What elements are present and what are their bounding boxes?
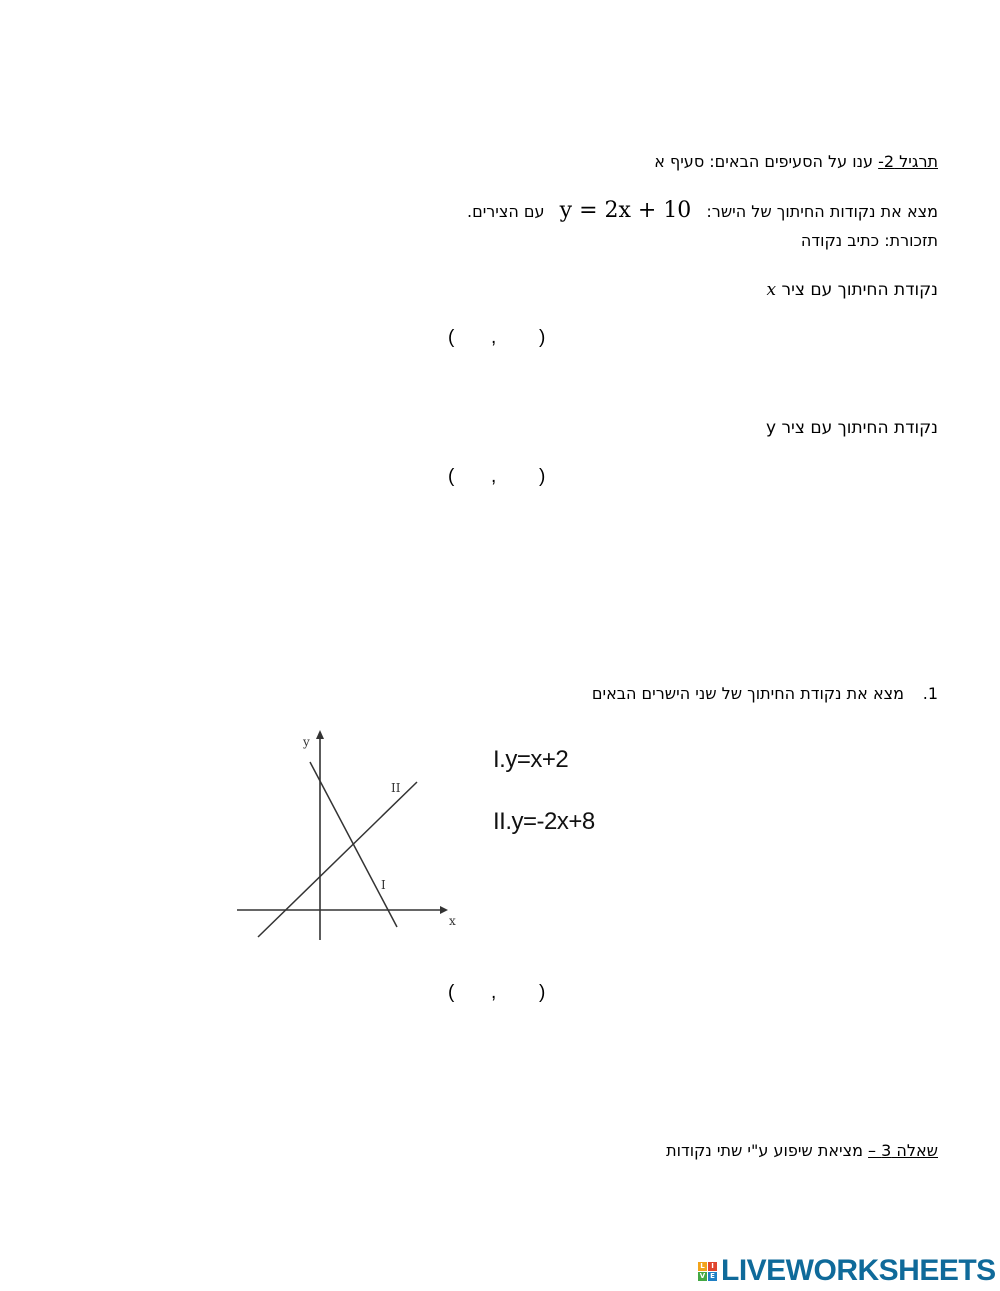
liveworksheets-logo[interactable] — [698, 1256, 996, 1286]
liveworksheets-logo-icon — [698, 1262, 717, 1281]
graph-line-label-2: II — [391, 781, 401, 795]
question3-title-underlined: שאלה 3 – — [868, 1141, 938, 1160]
find-intercepts-instruction — [467, 198, 938, 223]
logo-tile-l: L — [698, 1262, 707, 1271]
point-open-paren: ( — [448, 466, 455, 487]
find-suffix: עם הצירים. — [466, 202, 545, 221]
equation: y = 2x + 10 — [559, 198, 692, 223]
logo-tile-i: I — [708, 1262, 717, 1271]
point-comma: , — [491, 327, 497, 348]
exercise-title-underlined: תרגיל 2- — [878, 152, 938, 171]
x-variable: x — [766, 280, 777, 300]
reminder-text: תזכורת: כתיב נקודה — [800, 231, 938, 250]
graph-x-label: x — [449, 914, 456, 928]
logo-tile-v: V — [699, 1271, 706, 1280]
question1-text: מצא את נקודת החיתוך של שני הישרים הבאים — [591, 684, 904, 703]
point-open-paren: ( — [448, 327, 455, 348]
point-open-paren: ( — [448, 982, 455, 1003]
find-prefix: מצא את נקודות החיתוך של הישר: — [706, 202, 938, 221]
question3-title — [666, 1141, 938, 1160]
intersection-graph — [235, 722, 470, 944]
x-intercept-text: נקודת החיתוך עם ציר — [781, 280, 938, 300]
x-intercept-label — [766, 280, 938, 300]
y-intercept-label: נקודת החיתוך עם ציר y — [766, 418, 938, 438]
question1-number: 1. — [922, 684, 938, 703]
question3-title-rest: מציאת שיפוע ע"י שתי נקודות — [666, 1141, 869, 1160]
graph-line-label-1: I — [381, 878, 386, 892]
point-comma: , — [491, 982, 497, 1003]
graph-y-label: y — [303, 735, 310, 749]
point-close-paren: ) — [539, 466, 546, 487]
exercise-title-rest: ענו על הסעיפים הבאים: סעיף א — [654, 152, 879, 171]
logo-tile-e: E — [708, 1272, 717, 1281]
line-1-equation: I.y=x+2 — [493, 746, 569, 773]
point-comma: , — [491, 466, 497, 487]
line-2-equation: II.y=-2x+8 — [493, 808, 595, 835]
liveworksheets-logo-text: LIVEWORKSHEETS — [721, 1254, 996, 1287]
point-close-paren: ) — [539, 982, 546, 1003]
exercise-title — [654, 152, 938, 171]
point-close-paren: ) — [539, 327, 546, 348]
